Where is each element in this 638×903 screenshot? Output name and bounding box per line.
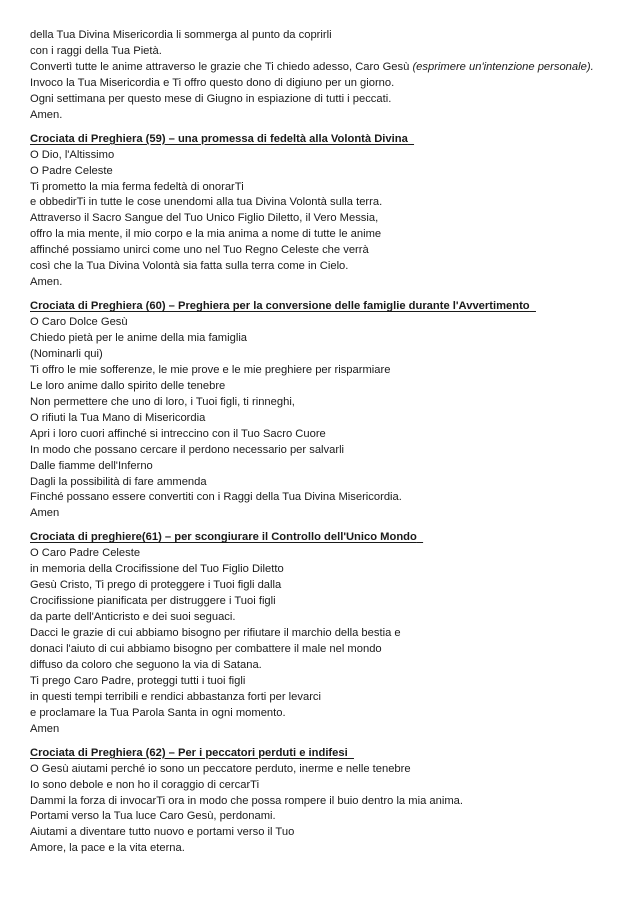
prayer-61-line: da parte dell'Anticristo e dei suoi seguaci.	[30, 611, 236, 624]
intro-line: della Tua Divina Misericordia li sommerga al punto da coprirli	[30, 29, 332, 41]
prayer-60-line: Dalle fiamme dell'Inferno	[30, 459, 153, 472]
prayer-59-line: Attraverso il Sacro Sangue del Tuo Unico Figlio Diletto, il Vero Messia,	[30, 212, 379, 225]
intro-line-main: Convertì tutte le anime attraverso le grazie che Ti chiedo adesso, Caro Gesù	[30, 60, 413, 73]
prayer-60-amen: Amen	[30, 507, 60, 520]
prayer-61-title: Crociata di preghiere(61) – per scongiurare il Controllo dell'Unico Mondo	[30, 531, 417, 544]
prayer-59-line: Ti prometto la mia ferma fedeltà di onorarTi	[30, 180, 244, 193]
prayer-62-line: Portami verso la Tua luce Caro Gesù, perdonami.	[30, 810, 276, 823]
prayer-59-line: O Dio, l'Altissimo	[30, 148, 115, 161]
intro-amen: Amen.	[30, 108, 63, 121]
prayer-59-line: e obbedirTi in tutte le cose unendomi alla tua Divina Volontà sulla terra.	[30, 196, 383, 209]
section-gap	[30, 738, 620, 746]
prayer-59-amen: Amen.	[30, 276, 63, 289]
intention-note: (esprimere un'intenzione personale).	[412, 60, 594, 73]
prayer-62-line: Amore, la pace e la vita eterna.	[30, 842, 185, 855]
prayer-60-line: (Nominarli qui)	[30, 348, 103, 360]
prayer-60-line: Chiedo pietà per le anime della mia famiglia	[30, 332, 248, 345]
intro-line	[30, 60, 620, 76]
prayer-60-line: O rifiuti la Tua Mano di Misericordia	[30, 411, 206, 424]
prayer-62-line: Io sono debole e non ho il coraggio di cercarTi	[30, 778, 260, 791]
prayer-62-line: Dammi la forza di invocarTi ora in modo che possa rompere il buio dentro la mia anima.	[30, 794, 463, 807]
prayer-59-line: così che la Tua Divina Volontà sia fatta sulla terra come in Cielo.	[30, 260, 349, 273]
prayer-60-line: Ti offro le mie sofferenze, le mie prove e le mie preghiere per risparmiare	[30, 363, 391, 376]
prayer-60-line: O Caro Dolce Gesù	[30, 316, 128, 329]
prayer-61-line: Ti prego Caro Padre, proteggi tutti i tuoi figli	[30, 674, 246, 687]
prayer-61-line: donaci l'aiuto di cui abbiamo bisogno per combattere il male nel mondo	[30, 642, 382, 655]
prayer-61-line: O Caro Padre Celeste	[30, 547, 141, 560]
prayer-62-title: Crociata di Preghiera (62) – Per i peccatori perduti e indifesi	[30, 746, 348, 759]
section-gap	[30, 522, 620, 530]
prayer-59-line: affinché possiamo unirci come uno nel Tuo Regno Celeste che verrà	[30, 244, 369, 257]
prayer-60-line: Dagli la possibilità di fare ammenda	[30, 475, 207, 488]
section-gap	[30, 291, 620, 299]
intro-line: Invoco la Tua Misericordia e Ti offro questo dono di digiuno per un giorno.	[30, 76, 395, 89]
prayer-59-title: Crociata di Preghiera (59) – una promessa di fedeltà alla Volontà Divina	[30, 132, 408, 145]
prayer-61-line: Crocifissione pianificata per distruggere i Tuoi figli	[30, 595, 276, 608]
prayer-60-title: Crociata di Preghiera (60) – Preghiera per la conversione delle famiglie durante l'Avvertimento	[30, 300, 530, 313]
prayer-60-line: Le loro anime dallo spirito delle tenebre	[30, 379, 226, 392]
prayer-59-line: O Padre Celeste	[30, 164, 113, 177]
prayer-61-line: in memoria della Crocifissione del Tuo Figlio Diletto	[30, 563, 284, 576]
prayer-text	[30, 28, 620, 857]
prayer-61-line: in questi tempi terribili e rendici abbastanza forti per levarci	[30, 690, 322, 703]
prayer-61-amen: Amen	[30, 722, 60, 735]
prayer-60-line: In modo che possano cercare il perdono necessario per salvarli	[30, 443, 345, 456]
prayer-62-line: Aiutami a diventare tutto nuovo e portami verso il Tuo	[30, 826, 295, 839]
prayer-60-line: Non permettere che uno di loro, i Tuoi figli, ti rinneghi,	[30, 395, 295, 408]
prayer-62-line: O Gesù aiutami perché io sono un peccatore perduto, inerme e nelle tenebre	[30, 762, 411, 775]
prayer-61-line: Gesù Cristo, Ti prego di proteggere i Tuoi figli dalla	[30, 579, 282, 592]
prayer-61-line: diffuso da coloro che seguono la via di Satana.	[30, 658, 262, 671]
intro-line: con i raggi della Tua Pietà.	[30, 44, 162, 57]
prayer-59-line: offro la mia mente, il mio corpo e la mia anima a nome di tutte le anime	[30, 228, 382, 241]
prayer-61-line: Dacci le grazie di cui abbiamo bisogno per rifiutare il marchio della bestia e	[30, 627, 401, 640]
prayer-61-line: e proclamare la Tua Parola Santa in ogni momento.	[30, 706, 286, 719]
prayer-60-line: Finché possano essere convertiti con i Raggi della Tua Divina Misericordia.	[30, 491, 402, 504]
section-gap	[30, 124, 620, 132]
intro-line: Ogni settimana per questo mese di Giugno in espiazione di tutti i peccati.	[30, 92, 392, 105]
prayer-60-line: Apri i loro cuori affinché si intreccino con il Tuo Sacro Cuore	[30, 427, 326, 440]
